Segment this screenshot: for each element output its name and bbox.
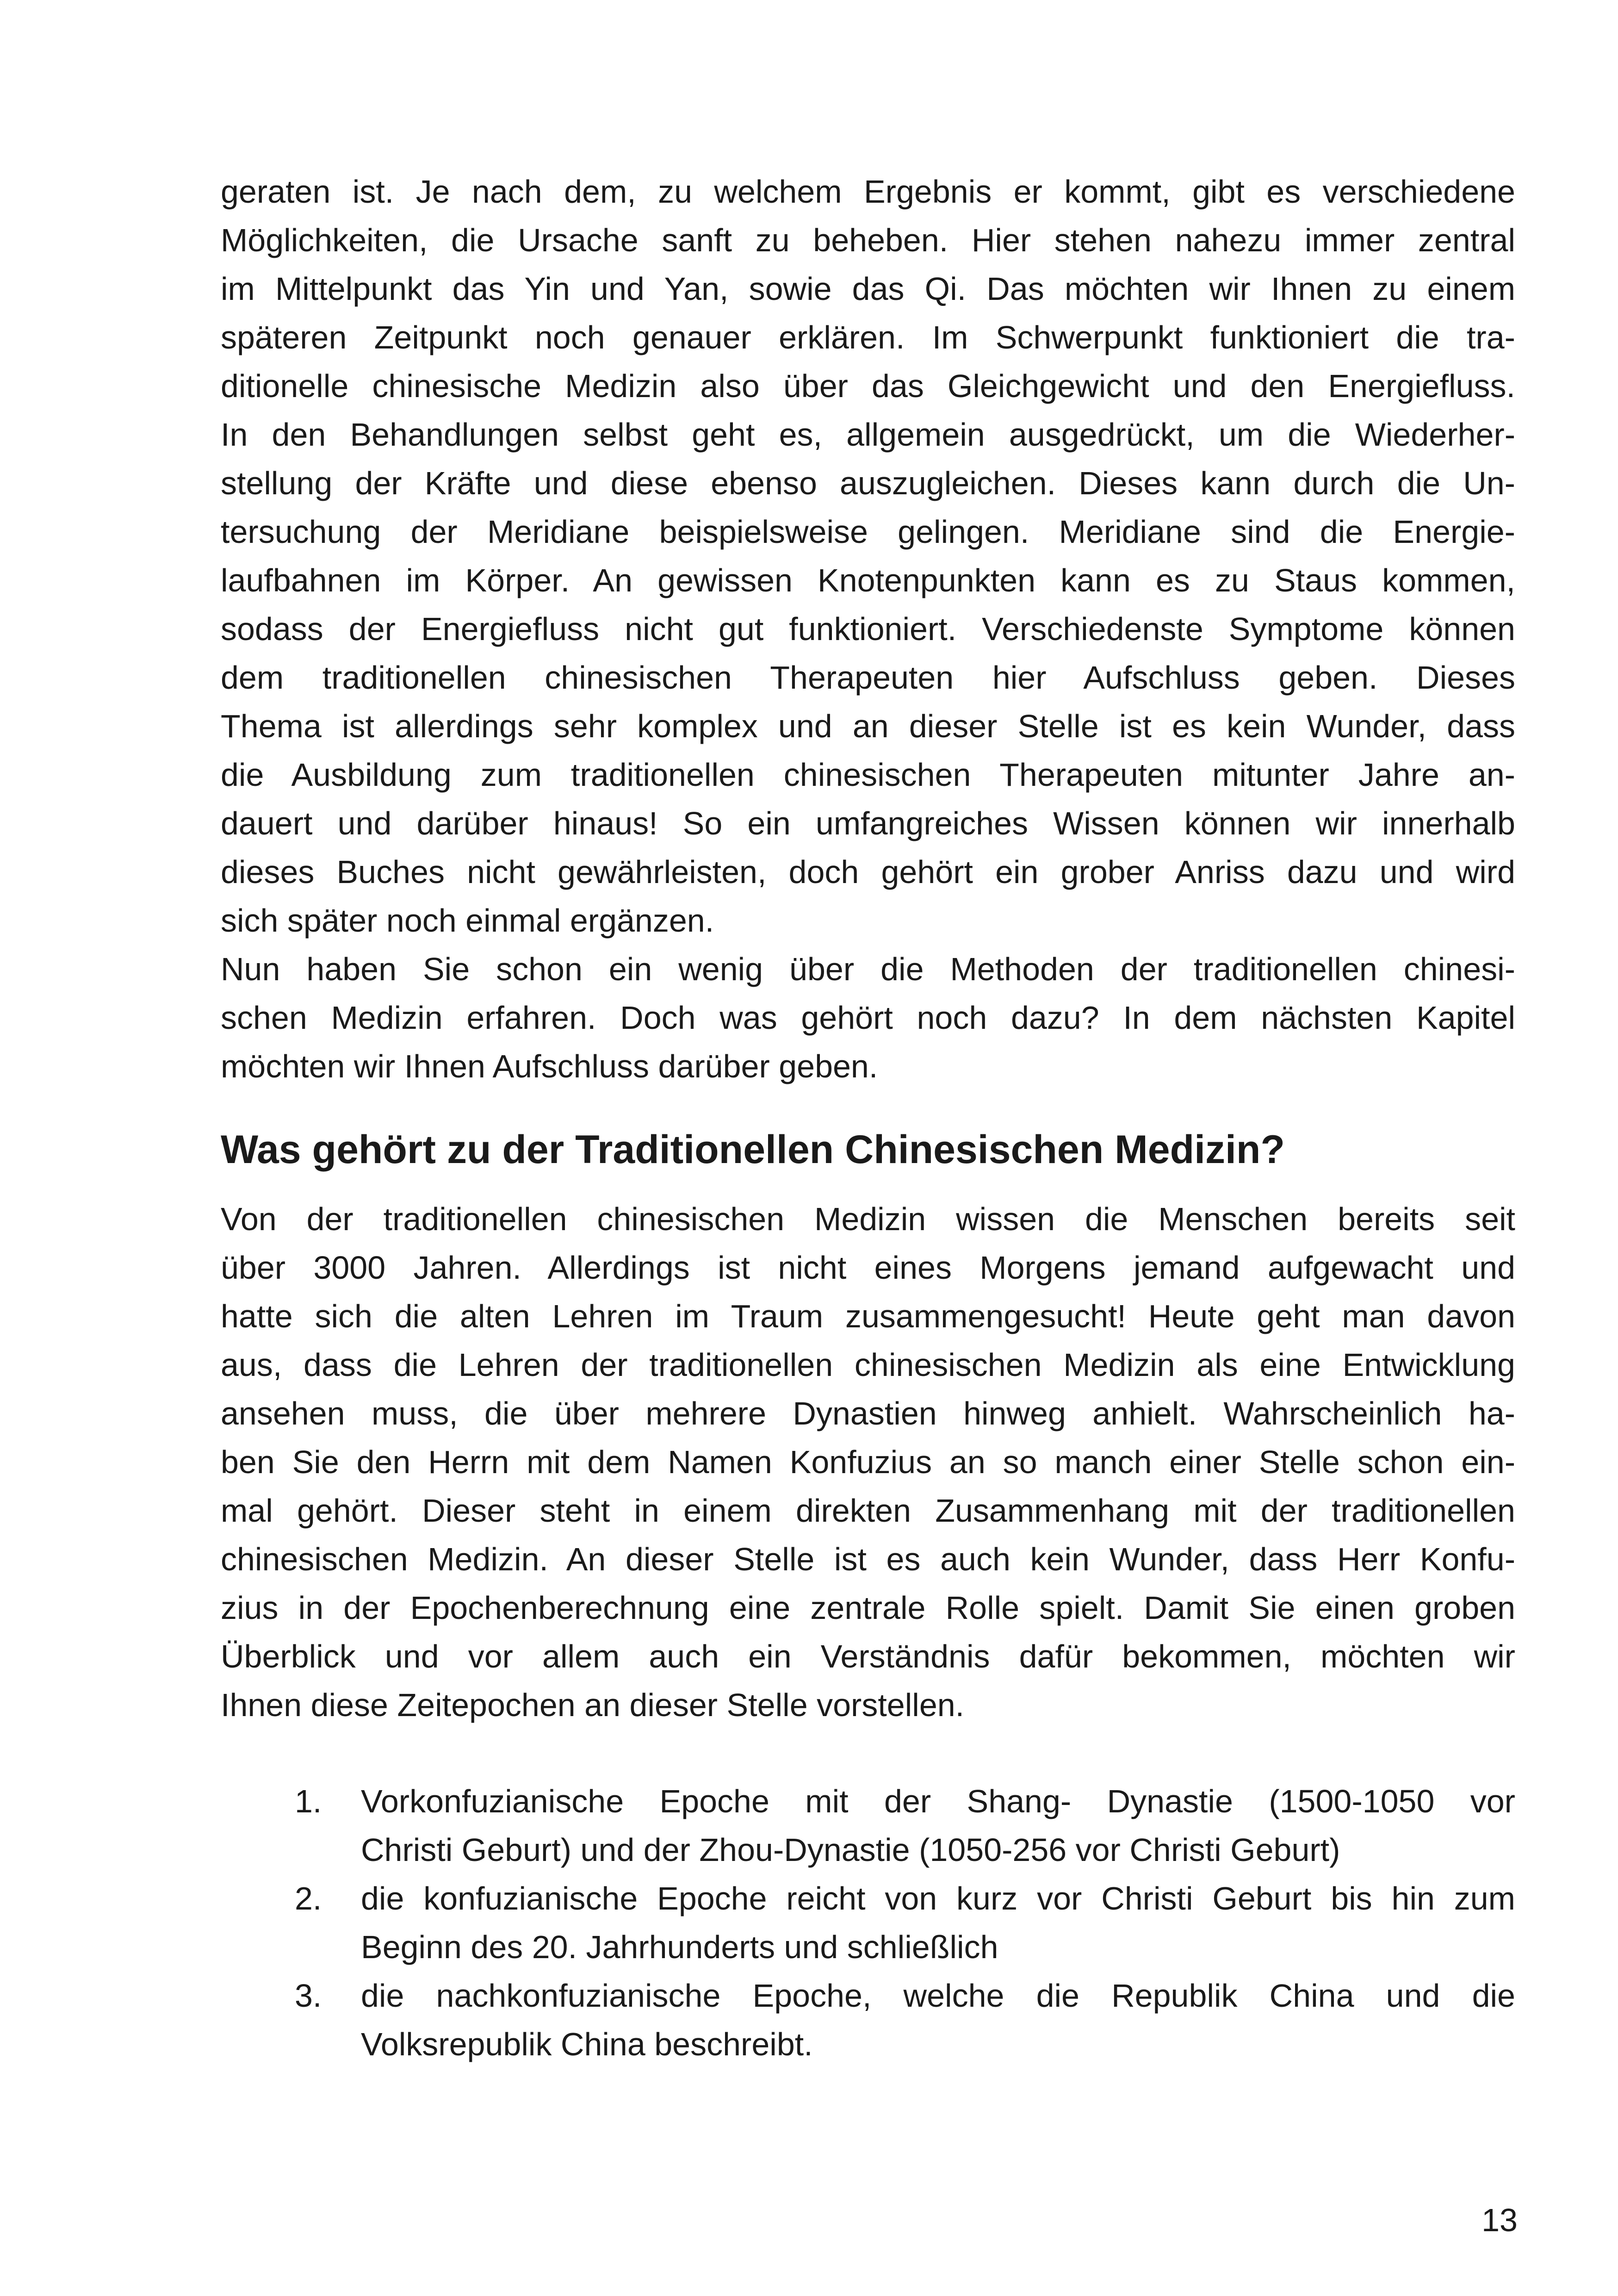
- text-line: schen Medizin erfahren. Doch was gehört noch dazu? In dem nächsten Kapitel: [221, 1000, 1515, 1036]
- text-line: In den Behandlungen selbst geht es, allgemein ausgedrückt, um die Wiederher-: [221, 417, 1515, 453]
- text-line: dieses Buches nicht gewährleisten, doch gehört ein grober Anriss dazu und wird: [221, 854, 1515, 890]
- text-line: laufbahnen im Körper. An gewissen Knotenpunkten kann es zu Staus kommen,: [221, 562, 1515, 598]
- text-line: Von der traditionellen chinesischen Medizin wissen die Menschen bereits seit: [221, 1201, 1515, 1237]
- text-line: Volksrepublik China beschreibt.: [361, 2026, 813, 2062]
- text-line: Christi Geburt) und der Zhou-Dynastie (1050-256 vor Christi Geburt): [361, 1832, 1340, 1868]
- text-line: die nachkonfuzianische Epoche, welche die Republik China und die: [361, 1978, 1515, 2014]
- text-line: aus, dass die Lehren der traditionellen chinesischen Medizin als eine Entwicklung: [221, 1347, 1515, 1383]
- text-line: möchten wir Ihnen Aufschluss darüber geben.: [221, 1048, 878, 1084]
- text-line: mal gehört. Dieser steht in einem direkten Zusammenhang mit der traditionellen: [221, 1493, 1515, 1529]
- epoch-list: [221, 1777, 1515, 2069]
- text-line: im Mittelpunkt das Yin und Yan, sowie das Qi. Das möchten wir Ihnen zu einem: [221, 271, 1515, 307]
- text-line: Vorkonfuzianische Epoche mit der Shang- Dynastie (1500-1050 vor: [361, 1783, 1515, 1819]
- text-line: Thema ist allerdings sehr komplex und an dieser Stelle ist es kein Wunder, dass: [221, 708, 1515, 744]
- section-heading: Was gehört zu der Traditionellen Chinesischen Medizin?: [221, 1127, 1285, 1172]
- text-line: die konfuzianische Epoche reicht von kurz vor Christi Geburt bis hin zum: [361, 1880, 1515, 1916]
- text-line: Nun haben Sie schon ein wenig über die Methoden der traditionellen chinesi-: [221, 951, 1515, 987]
- text-line: Möglichkeiten, die Ursache sanft zu beheben. Hier stehen nahezu immer zentral: [221, 222, 1515, 258]
- text-line: zius in der Epochenberechnung eine zentrale Rolle spielt. Damit Sie einen groben: [221, 1590, 1515, 1626]
- text-line: chinesischen Medizin. An dieser Stelle ist es auch kein Wunder, dass Herr Konfu-: [221, 1541, 1515, 1577]
- text-line: sich später noch einmal ergänzen.: [221, 902, 714, 939]
- list-number: 1.: [295, 1783, 322, 1819]
- list-item: [221, 1777, 1515, 1874]
- text-line: Ihnen diese Zeitepochen an dieser Stelle vorstellen.: [221, 1687, 965, 1723]
- paragraph-2: [221, 1195, 1515, 1730]
- page-number: 13: [1482, 2202, 1518, 2238]
- list-item: [221, 1874, 1515, 1972]
- text-line: dauert und darüber hinaus! So ein umfangreiches Wissen können wir innerhalb: [221, 805, 1515, 841]
- text-line: die Ausbildung zum traditionellen chinesischen Therapeuten mitunter Jahre an-: [221, 757, 1515, 793]
- text-line: hatte sich die alten Lehren im Traum zusammengesucht! Heute geht man davon: [221, 1298, 1515, 1334]
- text-line: Überblick und vor allem auch ein Verständnis dafür bekommen, möchten wir: [221, 1638, 1515, 1674]
- text-line: über 3000 Jahren. Allerdings ist nicht eines Morgens jemand aufgewacht und: [221, 1250, 1515, 1286]
- text-line: geraten ist. Je nach dem, zu welchem Ergebnis er kommt, gibt es verschiedene: [221, 174, 1515, 210]
- text-line: dem traditionellen chinesischen Therapeuten hier Aufschluss geben. Dieses: [221, 660, 1515, 696]
- text-line: ben Sie den Herrn mit dem Namen Konfuzius an so manch einer Stelle schon ein-: [221, 1444, 1515, 1480]
- paragraph-1: [221, 168, 1515, 1091]
- list-number: 3.: [295, 1978, 322, 2014]
- text-line: sodass der Energiefluss nicht gut funktioniert. Verschiedenste Symptome können: [221, 611, 1515, 647]
- text-line: ansehen muss, die über mehrere Dynastien hinweg anhielt. Wahrscheinlich ha-: [221, 1395, 1515, 1431]
- text-line: späteren Zeitpunkt noch genauer erklären. Im Schwerpunkt funktioniert die tra-: [221, 319, 1515, 355]
- text-line: tersuchung der Meridiane beispielsweise gelingen. Meridiane sind die Energie-: [221, 514, 1515, 550]
- list-number: 2.: [295, 1880, 322, 1916]
- text-line: ditionelle chinesische Medizin also über das Gleichgewicht und den Energiefluss.: [221, 368, 1515, 404]
- list-item: [221, 1972, 1515, 2069]
- text-line: stellung der Kräfte und diese ebenso auszugleichen. Dieses kann durch die Un-: [221, 465, 1515, 501]
- text-line: Beginn des 20. Jahrhunderts und schließlich: [361, 1929, 998, 1965]
